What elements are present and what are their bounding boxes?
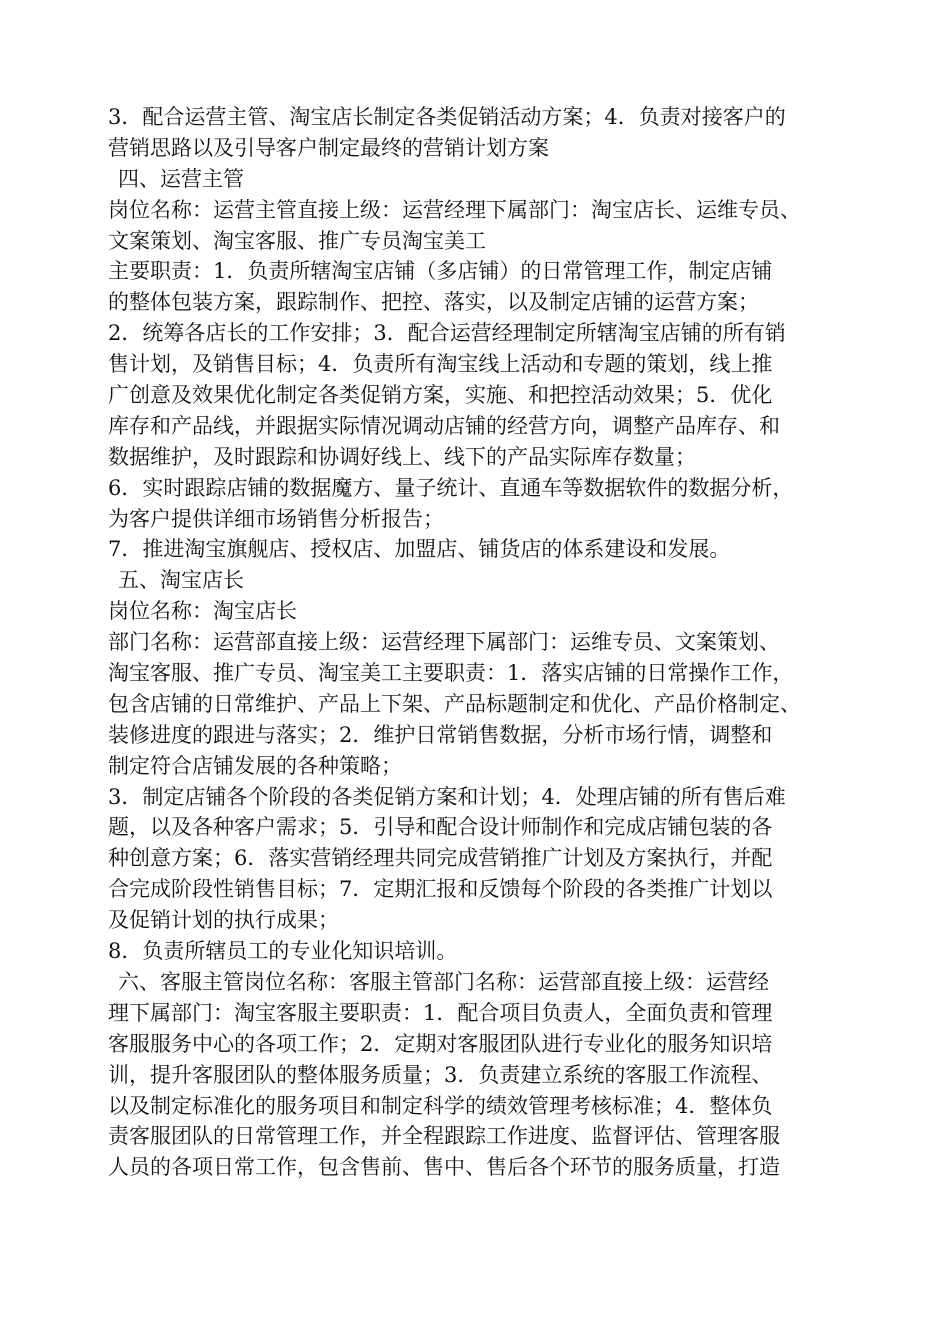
text-line: 售计划，及销售目标；4．负责所有淘宝线上活动和专题的策划，线上推 <box>108 352 773 377</box>
text-line: 包含店铺的日常维护、产品上下架、产品标题制定和优化、产品价格制定、 <box>108 691 801 716</box>
text-line: 库存和产品线，并跟据实际情况调动店铺的经营方向，调整产品库存、和 <box>108 413 780 438</box>
text-line: 3．配合运营主管、淘宝店长制定各类促销活动方案；4．负责对接客户的 <box>108 105 786 129</box>
text-line: 理下属部门：淘宝客服主要职责：1．配合项目负责人，全面负责和管理 <box>108 1000 773 1025</box>
text-line: 广创意及效果优化制定各类促销方案，实施、和把控活动效果；5．优化 <box>108 383 773 408</box>
text-line: 训，提升客服团队的整体服务质量；3．负责建立系统的客服工作流程、 <box>108 1062 773 1087</box>
text-line: 2．统筹各店长的工作安排；3．配合运营经理制定所辖淘宝店铺的所有销 <box>108 321 786 346</box>
text-line: 以及制定标准化的服务项目和制定科学的绩效管理考核标准；4．整体负 <box>108 1093 773 1118</box>
text-line: 淘宝客服、推广专员、淘宝美工主要职责：1．落实店铺的日常操作工作， <box>108 661 794 686</box>
text-line: 装修进度的跟进与落实；2．维护日常销售数据，分析市场行情，调整和 <box>108 722 773 747</box>
text-line: 主要职责：1．负责所辖淘宝店铺（多店铺）的日常管理工作，制定店铺 <box>108 259 773 284</box>
text-line: 为客户提供详细市场销售分析报告； <box>108 506 444 531</box>
text-line: 营销思路以及引导客户制定最终的营销计划方案 <box>108 135 549 160</box>
body-text <box>108 102 888 1183</box>
text-line: 客服服务中心的各项工作；2．定期对客服团队进行专业化的服务知识培 <box>108 1031 773 1056</box>
text-line: 数据维护，及时跟踪和协调好线上、线下的产品实际库存数量； <box>108 444 696 469</box>
text-line: 文案策划、淘宝客服、推广专员淘宝美工 <box>108 228 486 253</box>
text-line: 6．实时跟踪店铺的数据魔方、量子统计、直通车等数据软件的数据分析， <box>108 475 794 500</box>
text-line: 及促销计划的执行成果； <box>108 908 339 933</box>
text-line: 责客服团队的日常管理工作，并全程跟踪工作进度、监督评估、管理客服 <box>108 1124 780 1149</box>
text-line: 种创意方案；6．落实营销经理共同完成营销推广计划及方案执行，并配 <box>108 846 773 871</box>
text-line: 部门名称：运营部直接上级：运营经理下属部门：运维专员、文案策划、 <box>108 630 780 655</box>
text-line: 合完成阶段性销售目标；7．定期汇报和反馈每个阶段的各类推广计划以 <box>108 877 773 902</box>
section-heading: 四、运营主管 <box>118 166 244 191</box>
text-line: 的整体包装方案，跟踪制作、把控、落实，以及制定店铺的运营方案； <box>108 290 759 315</box>
section-heading: 六、客服主管岗位名称：客服主管部门名称：运营部直接上级：运营经 <box>118 969 769 994</box>
text-line: 8．负责所辖员工的专业化知识培训。 <box>108 939 458 964</box>
text-line: 7．推进淘宝旗舰店、授权店、加盟店、铺货店的体系建设和发展。 <box>108 537 731 562</box>
text-line: 岗位名称：淘宝店长 <box>108 599 297 624</box>
text-line: 制定符合店铺发展的各种策略； <box>108 753 402 778</box>
text-line: 人员的各项日常工作，包含售前、售中、售后各个环节的服务质量，打造 <box>108 1155 780 1180</box>
text-line: 3．制定店铺各个阶段的各类促销方案和计划；4．处理店铺的所有售后难 <box>108 784 786 809</box>
text-line: 岗位名称：运营主管直接上级：运营经理下属部门：淘宝店长、运维专员、 <box>108 197 801 222</box>
text-line: 题，以及各种客户需求；5．引导和配合设计师制作和完成店铺包装的各 <box>108 815 773 840</box>
section-heading: 五、淘宝店长 <box>118 568 244 593</box>
